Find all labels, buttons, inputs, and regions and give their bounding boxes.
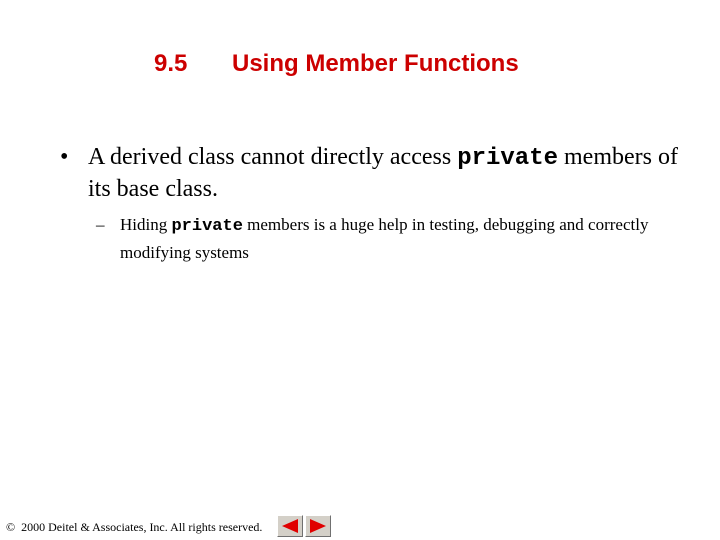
triangle-left-icon [281, 518, 299, 534]
sub-bullet-text-after: members is a huge help in testing, debugging and correctly modifying systems [120, 215, 649, 262]
previous-slide-button[interactable] [277, 515, 303, 537]
sub-bullet-text [120, 212, 656, 266]
section-title: Using Member Functions [232, 50, 519, 77]
sub-bullet-marker: – [96, 215, 105, 234]
sub-bullet-item [96, 212, 656, 266]
code-keyword: private [171, 217, 243, 236]
bullet-text-after: members of its base class. [88, 144, 678, 202]
copyright-icon: © [6, 520, 16, 534]
bullet-marker: • [60, 144, 69, 170]
next-slide-button[interactable] [305, 515, 331, 537]
bullet-text [88, 142, 700, 204]
triangle-right-icon [309, 518, 327, 534]
bullet-item [60, 142, 700, 204]
copyright-text: 2000 Deitel & Associates, Inc. All rights reserved. [21, 520, 263, 534]
section-number: 9.5 [154, 50, 188, 77]
sub-bullet-text-before: Hiding [120, 215, 172, 234]
code-keyword: private [457, 145, 559, 172]
copyright-notice [6, 520, 262, 535]
slide-title [0, 46, 720, 82]
slide-footer [0, 510, 720, 540]
bullet-text-before: A derived class cannot directly access [88, 144, 458, 170]
